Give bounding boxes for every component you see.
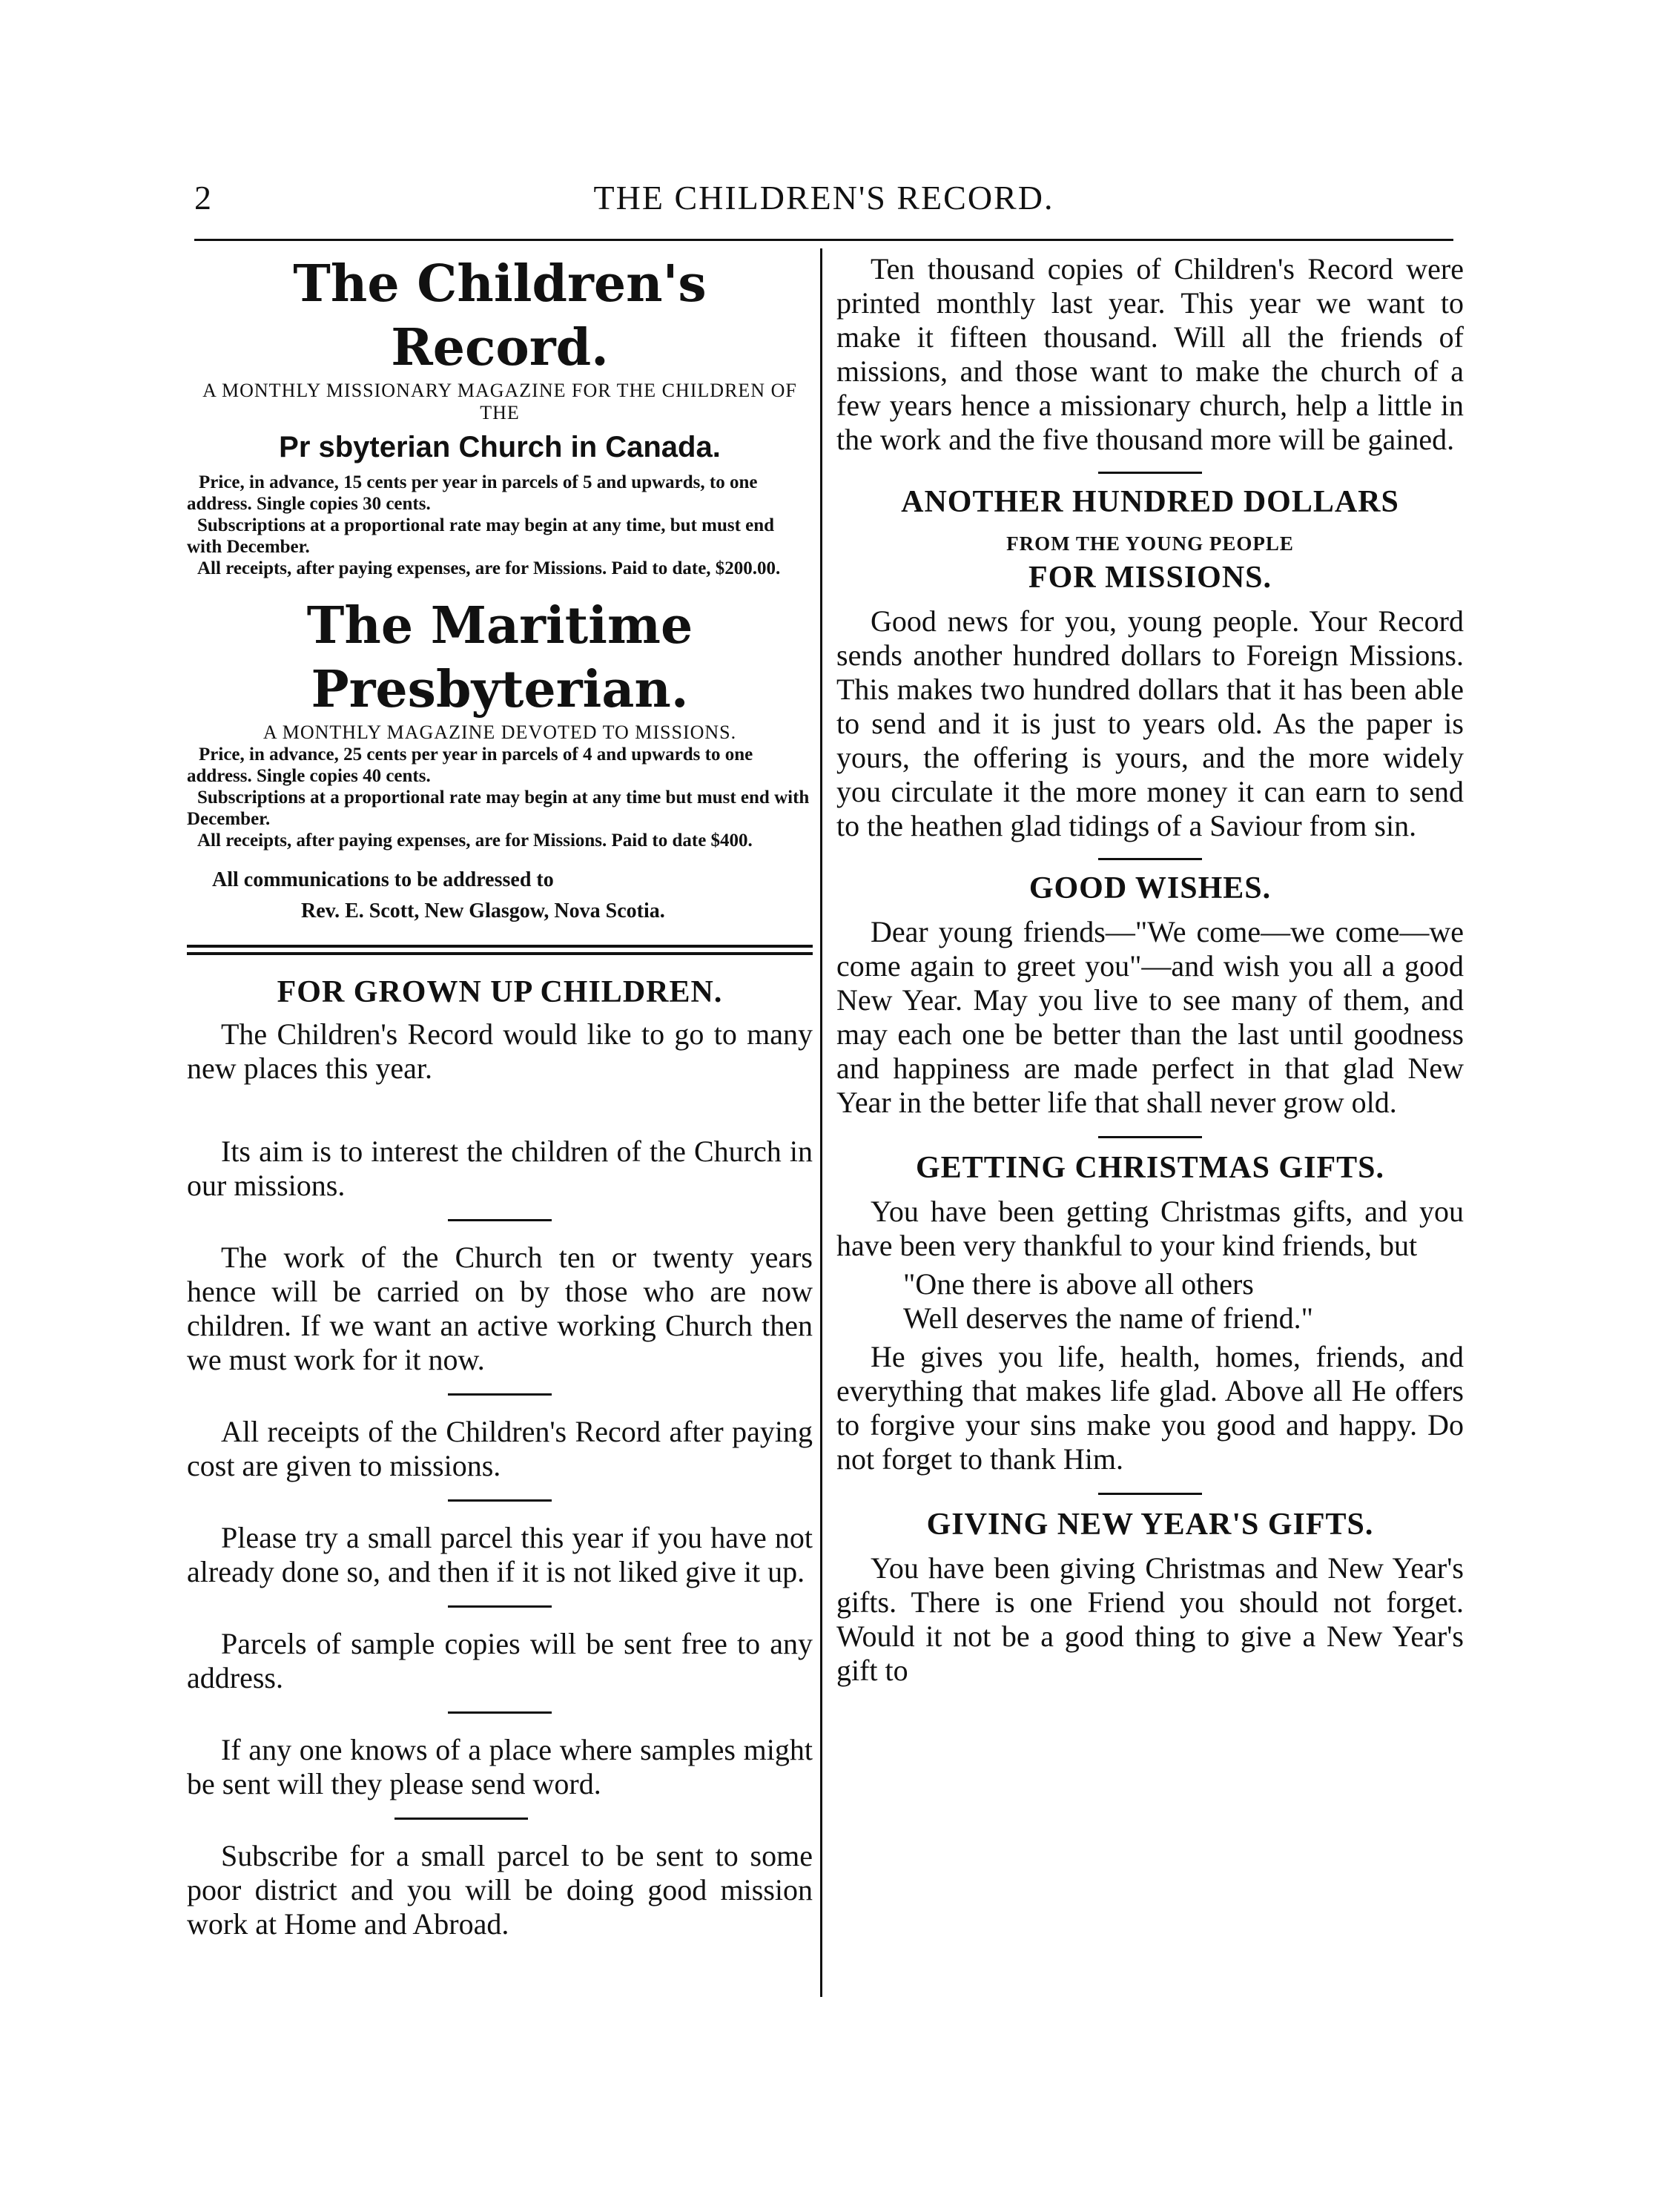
separator (448, 1219, 552, 1221)
section-subheading: FROM THE YOUNG PEOPLE (1006, 532, 1294, 555)
address-block (212, 865, 813, 927)
paragraph: Subscribe for a small parcel to be sent to some poor district and you will be doing good mission work at Home and Abroad. (187, 1839, 813, 1941)
section-heading: FOR MISSIONS. (1028, 561, 1272, 595)
left-column (187, 252, 813, 1941)
double-rule (187, 945, 813, 955)
separator (394, 1818, 528, 1820)
address-line: All communications to be addressed to (212, 868, 554, 891)
masthead-record-church: Pr sbyterian Church in Canada. (279, 431, 721, 463)
address-line: Rev. E. Scott, New Glasgow, Nova Scotia. (301, 899, 665, 922)
paragraph: Its aim is to interest the children of the Church in our missions. (187, 1135, 813, 1202)
good-wishes-section (836, 869, 1464, 1120)
masthead-record-line: Subscriptions at a proportional rate may begin at any time, but must end with December. (187, 515, 775, 557)
separator (448, 1393, 552, 1396)
page-number: 2 (194, 179, 211, 217)
masthead-presbyterian (187, 594, 813, 927)
paragraph: He gives you life, health, homes, friends, and everything that makes life glad. Above all He offers to forgive your sins make you good and happy. Do not forget to thank Him. (836, 1340, 1464, 1476)
section-heading: GIVING NEW YEAR'S GIFTS. (926, 1508, 1374, 1542)
grown-up-section (187, 971, 813, 1941)
paragraph: Good news for you, young people. Your Record sends another hundred dollars to Foreign Missions. This makes two hundred dollars that it has been able to send and it is just to years old. As the paper is yours, the offering is yours, and the more widely you circulate it the more money it can earn to send to the heathen glad tidings of a Saviour from sin. (836, 604, 1464, 842)
separator (448, 1499, 552, 1502)
verse-line: Well deserves the name of friend." (903, 1301, 1313, 1335)
paragraph: The work of the Church ten or twenty years hence will be carried on by those who are now children. If we want an active working Church then we must work for it now. (187, 1241, 813, 1376)
paragraph: You have been getting Christmas gifts, and you have been very thankful to your kind friends, but (836, 1195, 1464, 1262)
masthead-record-subtitle: A MONTHLY MISSIONARY MAGAZINE FOR THE CHILDREN OF THE (202, 380, 797, 423)
separator (448, 1711, 552, 1714)
separator (448, 1605, 552, 1608)
verse (903, 1267, 1464, 1336)
paragraph: If any one knows of a place where samples might be sent will they please send word. (187, 1733, 813, 1800)
masthead-record-line: All receipts, after paying expenses, are for Missions. Paid to date, $200.00. (197, 558, 781, 578)
intro-paragraph: Ten thousand copies of Children's Record were printed monthly last year. This year we want to make it fifteen thousand. Will all the friends of missions, and those want to make the church of a few years hence a missionary church, help a little in the work and the five thousand more will be gained. (836, 252, 1464, 456)
paragraph: Dear young friends—"We come—we come—we come again to greet you"—and wish you all a good New Year. May you live to see many of them, and may each one be better than the last until goodness and happiness are made perfect in that glad New Year in the better life that shall never grow old. (836, 915, 1464, 1119)
masthead-record-title: The Children's Record. (293, 254, 707, 377)
separator (1098, 472, 1202, 474)
right-column (836, 252, 1464, 1688)
section-heading: FOR GROWN UP CHILDREN. (277, 975, 723, 1009)
separator (1098, 858, 1202, 860)
masthead-presbyterian-subtitle: A MONTHLY MAGAZINE DEVOTED TO MISSIONS. (262, 722, 737, 743)
new-year-gifts-section (836, 1505, 1464, 1688)
masthead-record-line: Price, in advance, 15 cents per year in parcels of 5 and upwards, to one address. Single copies 30 cents. (187, 472, 758, 514)
masthead-presbyterian-title: The Maritime Presbyterian. (306, 596, 693, 719)
paragraph: Parcels of sample copies will be sent free to any address. (187, 1627, 813, 1694)
christmas-gifts-section (836, 1149, 1464, 1476)
page-header (194, 178, 1453, 230)
column-rule (820, 248, 822, 1997)
verse-line: "One there is above all others (903, 1267, 1254, 1301)
hundred-dollars-section (836, 483, 1464, 843)
separator (1098, 1136, 1202, 1138)
running-title: THE CHILDREN'S RECORD. (593, 179, 1054, 217)
masthead-presbyterian-line: All receipts, after paying expenses, are for Missions. Paid to date $400. (197, 831, 753, 851)
section-heading: GETTING CHRISTMAS GIFTS. (916, 1151, 1384, 1185)
header-rule (194, 239, 1453, 241)
masthead-presbyterian-line: Price, in advance, 25 cents per year in parcels of 4 and upwards to one address. Single copies 40 cents. (187, 745, 753, 786)
paragraph: All receipts of the Children's Record after paying cost are given to missions. (187, 1415, 813, 1482)
paragraph: Please try a small parcel this year if you have not already done so, and then if it is not liked give it up. (187, 1521, 813, 1588)
separator (1098, 1493, 1202, 1495)
masthead-record (187, 252, 813, 579)
paragraph: The Children's Record would like to go to many new places this year. (187, 1017, 813, 1085)
paragraph: You have been giving Christmas and New Year's gifts. There is one Friend you should not forget. Would it not be a good thing to give a New Year's gift to (836, 1551, 1464, 1687)
section-heading: ANOTHER HUNDRED DOLLARS (901, 485, 1399, 519)
masthead-presbyterian-line: Subscriptions at a proportional rate may begin at any time but must end with December. (187, 788, 810, 829)
section-heading: GOOD WISHES. (1028, 871, 1272, 905)
